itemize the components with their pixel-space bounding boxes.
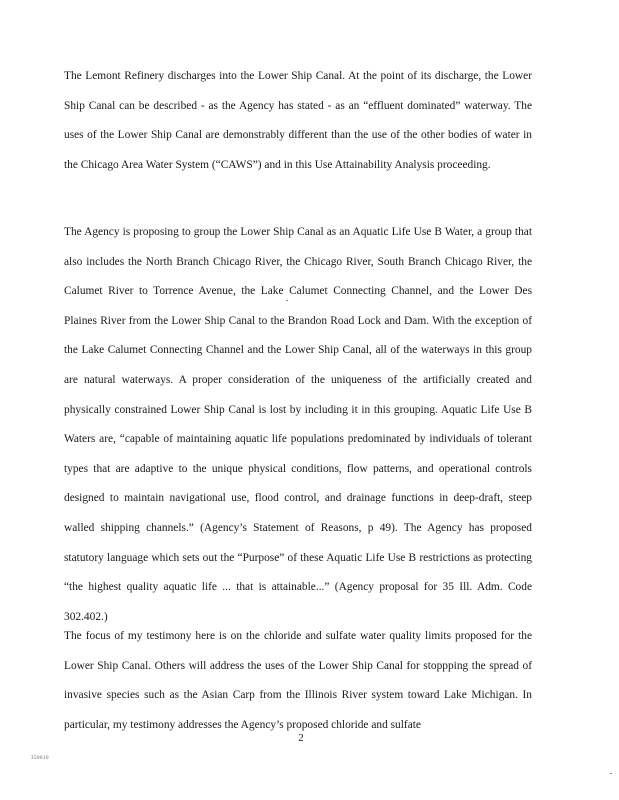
footer-document-code: 350610 bbox=[31, 756, 49, 761]
page-number: 2 bbox=[298, 732, 304, 744]
scan-speck bbox=[610, 773, 612, 774]
paragraph-testimony-focus: The focus of my testimony here is on the chloride and sulfate water quality limits proposed for the Lower Ship Canal. Others will address the uses of the Lower Ship Canal for stoppping the spread of invasive species such as the Asian Carp from the Illinois River system toward Lake Michigan. In particular, my testimony addresses the Agency’s proposed chloride and sulfate bbox=[64, 630, 532, 731]
paragraph-lemont-refinery: The Lemont Refinery discharges into the Lower Ship Canal. At the point of its discharge, the Lower Ship Canal can be described - as the Agency has stated - as an “effluent dominated” waterway. The uses of the Lower Ship Canal are demonstrably different than the use of the other bodies of water in the Chicago Area Water System (“CAWS”) and in this Use Attainability Analysis proceeding. bbox=[64, 70, 532, 171]
paragraph-aquatic-life-use-b: The Agency is proposing to group the Lower Ship Canal as an Aquatic Life Use B Water, a group that also includes the North Branch Chicago River, the Chicago River, South Branch Chicago River, the Calumet River to Torrence Avenue, the Lake Calumet Connecting Channel, and the Lower Des Plaines River from the Lower Ship Canal to the Brandon Road Lock and Dam. With the exception of the Lake Calumet Connecting Channel and the Lower Ship Canal, all of the waterways in this group are natural waterways. A proper consideration of the uniqueness of the artificially created and physically constrained Lower Ship Canal is lost by including it in this grouping. Aquatic Life Use B Waters are, “capable of maintaining aquatic life populations predominated by individuals of tolerant types that are adaptive to the unique physical conditions, flow patterns, and operational controls designed to maintain navigational use, flood control, and drainage functions in deep-draft, steep walled shipping channels.” (Agency’s Statement of Reasons, p 49). The Agency has proposed statutory language which sets out the “Purpose” of these Aquatic Life Use B restrictions as protecting “the highest quality aquatic life ... that is attainable...” (Agency proposal for 35 Ill. Adm. Code 302.402.) bbox=[64, 226, 532, 623]
scan-speck bbox=[286, 300, 288, 301]
